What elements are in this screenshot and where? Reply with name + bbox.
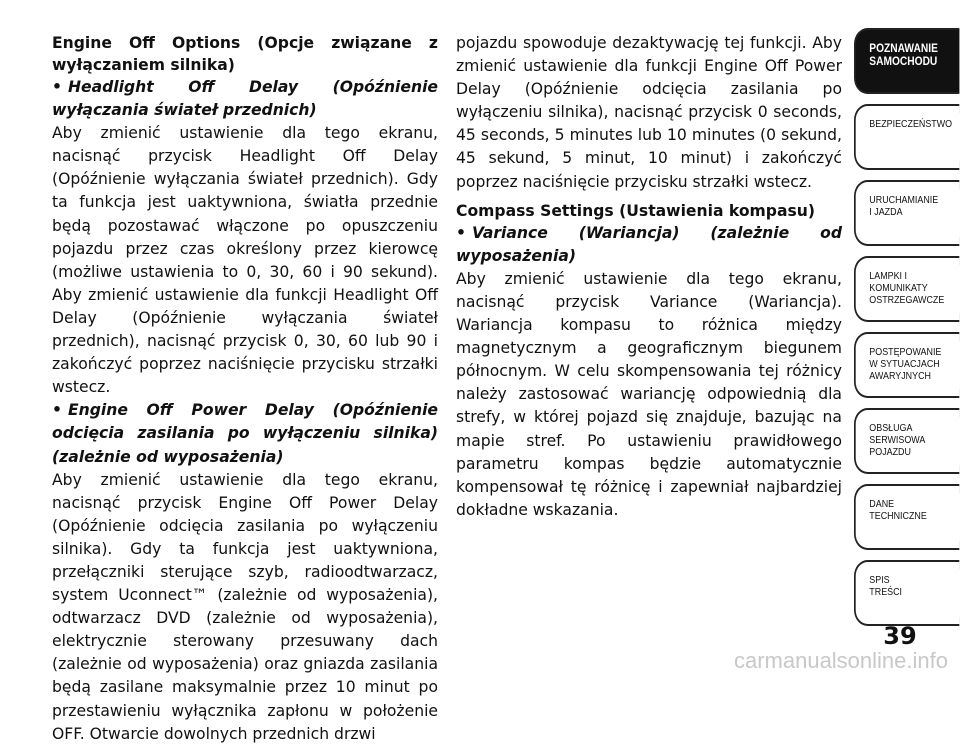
- item-variance-text: Aby zmienić ustawienie dla tego ekranu, nacisnąć przycisk Variance (Wariancja). Wariancja kompasu to różnica między magnetycznym a geograficznym biegunem północnym. W celu skompensowania tej różnicy należy zastosować wariancję odpowiednią dla strefy, w której pojazd się znajduje, bazując na mapie stref. Po ustawieniu prawidłowego parametru kompas będzie automatycznie kompensował tę różnicę i zapewniał najbardziej dokładne wskazania.: [456, 269, 842, 519]
- section-heading-engine-off: Engine Off Options (Opcje związane z wyłączaniem silnika): [52, 34, 438, 74]
- item-headlight-off-delay-title: • Headlight Off Delay (Opóźnienie wyłączania świateł przednich): [52, 78, 438, 120]
- tab-label: POSTĘPOWANIE W SYTUACJACH AWARYJNYCH: [869, 346, 942, 382]
- bullet-icon: •: [456, 223, 466, 242]
- page-number: 39: [883, 622, 917, 650]
- tab-label: URUCHAMIANIE I JAZDA: [869, 194, 939, 218]
- item-variance-title: • Variance (Wariancja) (zależnie od wyposażenia): [456, 223, 842, 265]
- bullet-icon: •: [52, 78, 62, 96]
- tab-label: OBSŁUGA SERWISOWA POJAZDU: [869, 422, 926, 458]
- tab-label: SPIS TREŚCI: [869, 574, 903, 598]
- item-engine-off-power-delay-title: • Engine Off Power Delay (Opóźnienie odcięcia zasilania po wyłączeniu silnika) (zależnie od wyposażenia): [52, 401, 438, 466]
- continued-text: pojazdu spowoduje dezaktywację tej funkcji. Aby zmienić ustawienie dla funkcji Engine Off Power Delay (Opóźnienie odcięcia zasilania po wyłączeniu silnika), nacisnąć przycisk 0 seconds, 45 seconds, 5 minutes lub 10 minutes (0 sekund, 45 sekund, 5 minut, 10 minut) i zakończyć poprzez naciśnięcie przycisku strzałki wstecz.: [456, 34, 842, 191]
- tab-label: DANE TECHNICZNE: [869, 498, 927, 522]
- tab-5[interactable]: [854, 408, 959, 474]
- tab-6[interactable]: [854, 484, 959, 550]
- item-headlight-off-delay-text: Aby zmienić ustawienie dla tego ekranu, nacisnąć przycisk Headlight Off Delay (Opóźnienie wyłączania świateł przednich). Gdy ta funkcja jest uaktywniona, światła przednie będą pozostawać włączone po opuszczeniu pojazdu przez czas określony przez kierowcę (możliwe ustawienia to 0, 30, 60 i 90 sekund). Aby zmienić ustawienie dla funkcji Headlight Off Delay (Opóźnienie wyłączania świateł przednich), nacisnąć przycisk 0, 30, 60 lub 90 i zakończyć poprzez naciśnięcie przycisku strzałki wstecz.: [52, 124, 438, 397]
- tab-2[interactable]: [854, 180, 959, 246]
- tab-3[interactable]: [854, 256, 959, 322]
- left-column: [52, 32, 438, 746]
- chapter-tabs: [854, 28, 960, 636]
- tab-label: LAMPKI I KOMUNIKATY OSTRZEGAWCZE: [869, 270, 945, 306]
- tab-1[interactable]: [854, 104, 959, 170]
- bullet-icon: •: [52, 401, 62, 420]
- watermark: carmanualsonline.info: [733, 648, 948, 673]
- tab-0[interactable]: [854, 28, 959, 94]
- item-engine-off-power-delay-text: Aby zmienić ustawienie dla tego ekranu, nacisnąć przycisk Engine Off Power Delay (Opóźnienie odcięcia zasilania po wyłączeniu silnika). Gdy ta funkcja jest uaktywniona, przełączniki sterujące szyb, radioodtwarzacz, system Uconnect™ (zależnie od wyposażenia), odtwarzacz DVD (zależnie od wyposażenia), elektrycznie sterowany przesuwany dach (zależnie od wyposażenia) oraz gniazda zasilania będą zasilane maksymalnie przez 10 minut po przestawieniu wyłącznika zapłonu w położenie OFF. Otwarcie dowolnych przednich drzwi: [52, 470, 438, 743]
- section-heading-compass: Compass Settings (Ustawienia kompasu): [456, 201, 815, 220]
- tab-label: BEZPIECZEŃSTWO: [869, 118, 953, 130]
- tab-4[interactable]: [854, 332, 959, 398]
- tab-7[interactable]: [854, 560, 959, 626]
- right-column: [456, 32, 842, 522]
- tab-label: POZNAWANIE SAMOCHODU: [869, 41, 938, 68]
